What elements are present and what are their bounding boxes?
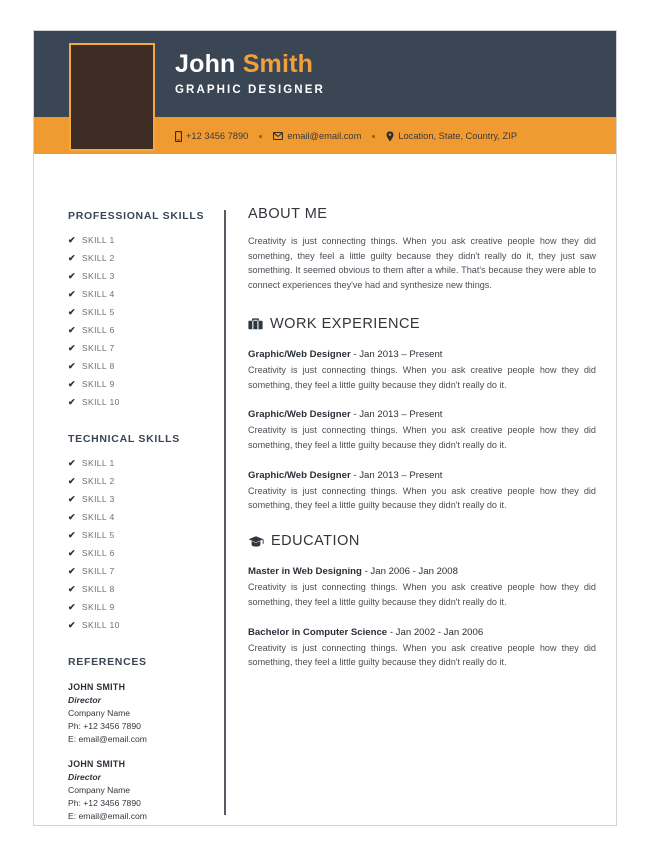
- mobile-phone-icon: [175, 131, 182, 142]
- about-me-text: Creativity is just connecting things. When you ask creative people how they did something, they feel a little guilty because they didn't really do it, they just saw something. It seemed obvious to them after a while. That's because they were able to connect experiences they've had and synthesize new things.: [248, 236, 596, 291]
- skill-label: SKILL 3: [81, 494, 115, 505]
- list-item: [68, 513, 224, 522]
- check-icon: ✔: [68, 289, 76, 299]
- work-experience-heading: [248, 316, 596, 332]
- skill-label: SKILL 1: [81, 458, 115, 469]
- list-item: [68, 326, 224, 335]
- list-item: [68, 459, 224, 468]
- list-item: [68, 254, 224, 263]
- work-entry: [248, 470, 596, 513]
- location-pin-icon: [386, 131, 394, 142]
- education-entry-text: Creativity is just connecting things. When you ask creative people how they did something, they feel a little guilty because they didn't really do it.: [248, 642, 596, 668]
- work-entry-dates: - Jan 2013 – Present: [350, 469, 443, 481]
- work-entry-text: Creativity is just connecting things. When you ask creative people how they did something, they feel a little guilty because they didn't really do it.: [248, 364, 596, 390]
- work-entry-title: Graphic/Web Designer: [248, 469, 351, 481]
- sidebar-column: [34, 154, 224, 825]
- reference-company: Company Name: [68, 708, 131, 718]
- name-block: [175, 52, 325, 96]
- list-item: [68, 477, 224, 486]
- skill-label: SKILL 5: [81, 530, 115, 541]
- contact-separator: [372, 135, 375, 138]
- check-icon: ✔: [68, 343, 76, 353]
- skill-label: SKILL 5: [81, 307, 115, 318]
- work-entry: [248, 349, 596, 392]
- check-icon: ✔: [68, 379, 76, 389]
- first-name: John: [175, 50, 236, 78]
- full-name: [175, 52, 325, 77]
- skill-label: SKILL 7: [81, 566, 115, 577]
- contact-phone-text: +12 3456 7890: [186, 131, 249, 141]
- section-spacer: [248, 513, 596, 533]
- work-entry-title: Graphic/Web Designer: [248, 348, 351, 360]
- check-icon: ✔: [68, 271, 76, 281]
- work-entry-title-line: [248, 349, 596, 360]
- check-icon: ✔: [68, 307, 76, 317]
- check-icon: ✔: [68, 253, 76, 263]
- work-entry-title-line: [248, 409, 596, 420]
- list-item: [68, 236, 224, 245]
- contact-location-text: Location, State, Country, ZIP: [398, 131, 518, 141]
- work-entry-text: Creativity is just connecting things. When you ask creative people how they did something, they feel a little guilty because they didn't really do it.: [248, 485, 596, 511]
- list-item: [68, 585, 224, 594]
- list-item: [68, 603, 224, 612]
- education-entry-dates: - Jan 2006 - Jan 2008: [361, 566, 458, 578]
- job-title: GRAPHIC DESIGNER: [175, 84, 325, 96]
- skill-label: SKILL 8: [81, 584, 115, 595]
- photo-placeholder[interactable]: [69, 43, 155, 151]
- professional-skills-heading: PROFESSIONAL SKILLS: [68, 210, 205, 222]
- skill-label: SKILL 2: [81, 253, 115, 264]
- check-icon: ✔: [68, 602, 76, 612]
- contact-location[interactable]: [386, 131, 517, 142]
- work-entry-title: Graphic/Web Designer: [248, 409, 351, 421]
- work-entry-dates: - Jan 2013 – Present: [350, 348, 443, 360]
- reference-name: JOHN SMITH: [68, 759, 126, 769]
- reference-name: JOHN SMITH: [68, 682, 126, 692]
- technical-skills-list: [68, 459, 224, 630]
- work-experience-heading-label: WORK EXPERIENCE: [270, 315, 421, 332]
- contact-email-text: email@email.com: [287, 131, 362, 141]
- list-item: [68, 344, 224, 353]
- list-item: [68, 290, 224, 299]
- list-item: [68, 549, 224, 558]
- references-heading: REFERENCES: [68, 656, 147, 668]
- resume-sheet: [33, 30, 617, 826]
- list-item: [68, 621, 224, 630]
- check-icon: ✔: [68, 530, 76, 540]
- check-icon: ✔: [68, 494, 76, 504]
- work-entry: [248, 409, 596, 452]
- education-heading-label: EDUCATION: [271, 533, 360, 550]
- reference-company: Company Name: [68, 785, 131, 795]
- education-entry-title: Bachelor in Computer Science: [248, 626, 388, 638]
- list-item: [68, 567, 224, 576]
- graduation-cap-icon: [248, 535, 264, 548]
- work-entry-title-line: [248, 470, 596, 481]
- reference-role: Director: [68, 695, 101, 705]
- work-entry-dates: - Jan 2013 – Present: [350, 409, 443, 421]
- list-item: [68, 362, 224, 371]
- check-icon: ✔: [68, 512, 76, 522]
- skill-label: SKILL 10: [81, 620, 120, 631]
- skill-label: SKILL 9: [81, 602, 115, 613]
- contact-separator: [259, 135, 262, 138]
- reference-phone: Ph: +12 3456 7890: [68, 721, 141, 731]
- reference-entry: [68, 682, 224, 744]
- education-entry-text: Creativity is just connecting things. When you ask creative people how they did something, they feel a little guilty because they didn't really do it.: [248, 582, 596, 607]
- check-icon: ✔: [68, 548, 76, 558]
- list-item: [68, 531, 224, 540]
- list-item: [68, 308, 224, 317]
- education-entry-title-line: [248, 566, 596, 577]
- contact-email[interactable]: [273, 131, 361, 141]
- skill-label: SKILL 9: [81, 379, 115, 390]
- skill-label: SKILL 10: [81, 397, 120, 408]
- skill-label: SKILL 6: [81, 548, 115, 559]
- list-item: [68, 272, 224, 281]
- reference-entry: [68, 759, 224, 821]
- skill-label: SKILL 4: [81, 289, 115, 300]
- reference-role: Director: [68, 772, 101, 782]
- education-entry: [248, 566, 596, 609]
- about-me-heading-label: ABOUT ME: [248, 206, 328, 222]
- check-icon: ✔: [68, 397, 76, 407]
- check-icon: ✔: [68, 566, 76, 576]
- main-column: [226, 154, 617, 825]
- reference-email: E: email@email.com: [68, 811, 147, 821]
- skill-label: SKILL 7: [81, 343, 115, 354]
- work-entry-text: Creativity is just connecting things. When you ask creative people how they did something, they feel a little guilty because they didn't really do it.: [248, 425, 596, 451]
- check-icon: ✔: [68, 235, 76, 245]
- skill-label: SKILL 4: [81, 512, 115, 523]
- contact-bar: [175, 127, 517, 145]
- last-name: Smith: [242, 50, 314, 78]
- education-entry-dates: - Jan 2002 - Jan 2006: [387, 626, 484, 638]
- education-entry-title: Master in Web Designing: [248, 566, 362, 578]
- briefcase-icon: [248, 317, 263, 330]
- envelope-icon: [273, 132, 283, 140]
- skill-label: SKILL 3: [81, 271, 115, 282]
- skill-label: SKILL 8: [81, 361, 115, 372]
- education-entry: [248, 627, 596, 670]
- check-icon: ✔: [68, 584, 76, 594]
- check-icon: ✔: [68, 325, 76, 335]
- education-heading: [248, 533, 596, 549]
- contact-phone[interactable]: [175, 131, 248, 142]
- reference-phone: Ph: +12 3456 7890: [68, 798, 141, 808]
- skill-label: SKILL 1: [81, 235, 115, 246]
- list-item: [68, 380, 224, 389]
- resume-body: [34, 154, 617, 825]
- technical-skills-heading: TECHNICAL SKILLS: [68, 433, 180, 445]
- about-me-heading: [248, 206, 596, 222]
- check-icon: ✔: [68, 458, 76, 468]
- reference-email: E: email@email.com: [68, 734, 147, 744]
- check-icon: ✔: [68, 476, 76, 486]
- list-item: [68, 398, 224, 407]
- skill-label: SKILL 2: [81, 476, 115, 487]
- skill-label: SKILL 6: [81, 325, 115, 336]
- check-icon: ✔: [68, 620, 76, 630]
- section-spacer: [248, 293, 596, 316]
- check-icon: ✔: [68, 361, 76, 371]
- list-item: [68, 495, 224, 504]
- professional-skills-list: [68, 236, 224, 407]
- education-entry-title-line: [248, 627, 596, 638]
